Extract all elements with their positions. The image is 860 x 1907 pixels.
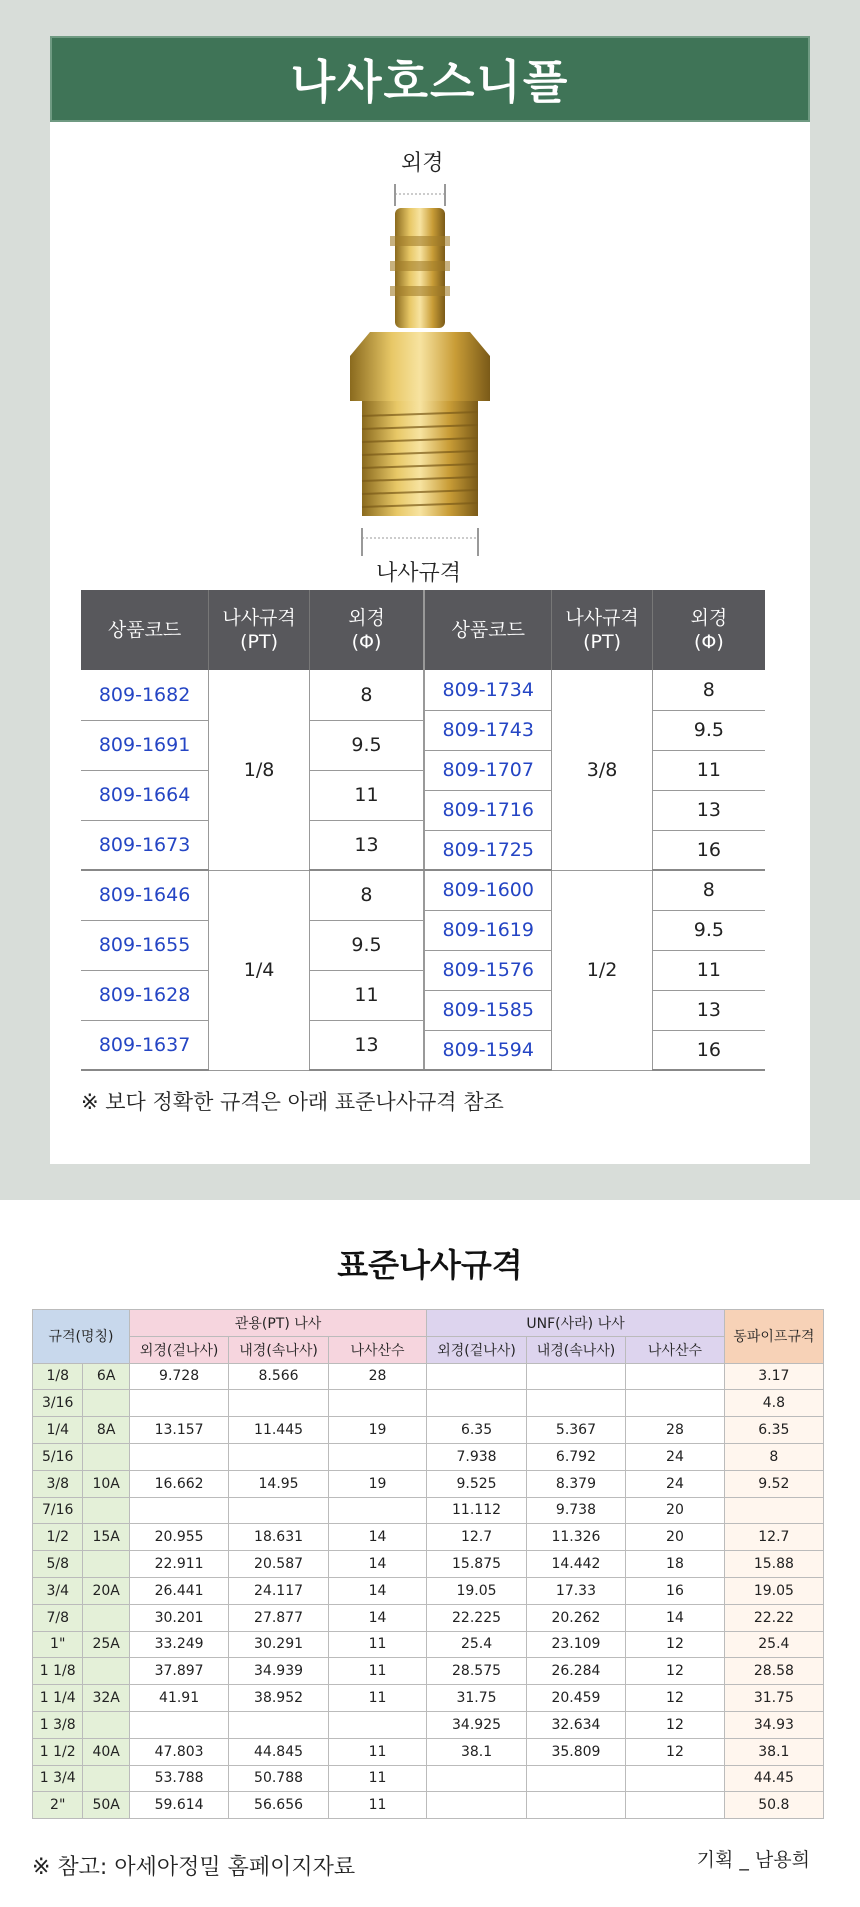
spec-value: 22.225 [427, 1604, 526, 1631]
spec-value: 18 [626, 1551, 725, 1578]
spec-value: 34.925 [427, 1711, 526, 1738]
product-code[interactable]: 809-1619 [424, 910, 552, 950]
header-thread: 나사규격 (PT) [552, 590, 652, 670]
credit-note: 기획 _ 남용희 [696, 1849, 810, 1871]
thread-nominal: 8A [83, 1417, 129, 1444]
product-table-left [81, 590, 423, 1071]
thread-size: 1/2 [33, 1524, 83, 1551]
product-code[interactable]: 809-1673 [81, 820, 209, 870]
spec-value [229, 1443, 328, 1470]
spec-value: 18.631 [229, 1524, 328, 1551]
spec-value: 30.201 [129, 1604, 228, 1631]
spec-value [129, 1711, 228, 1738]
standard-row [33, 1524, 824, 1551]
product-card [50, 36, 810, 1164]
spec-value: 12 [626, 1631, 725, 1658]
product-code[interactable]: 809-1600 [424, 870, 552, 910]
thread-nominal: 40A [83, 1738, 129, 1765]
spec-value: 12 [626, 1685, 725, 1712]
thread-size: 2" [33, 1792, 83, 1819]
spec-value: 20.262 [526, 1604, 625, 1631]
spec-value: 19.05 [724, 1577, 823, 1604]
spec-value: 59.614 [129, 1792, 228, 1819]
product-code[interactable]: 809-1585 [424, 990, 552, 1030]
thread-size: 7/16 [33, 1497, 83, 1524]
spec-value [526, 1390, 625, 1417]
spec-value: 16 [626, 1577, 725, 1604]
thread-size: 1 1/8 [33, 1658, 83, 1685]
outer-diameter: 9.5 [652, 910, 765, 950]
standard-row [33, 1792, 824, 1819]
header-code: 상품코드 [81, 590, 209, 670]
product-code[interactable]: 809-1734 [424, 670, 552, 710]
spec-value: 19 [328, 1470, 427, 1497]
standard-row [33, 1711, 824, 1738]
spec-value [328, 1711, 427, 1738]
standard-row [33, 1470, 824, 1497]
thread-nominal: 20A [83, 1577, 129, 1604]
product-code[interactable]: 809-1646 [81, 870, 209, 920]
spec-value: 14.442 [526, 1551, 625, 1578]
spec-value [229, 1711, 328, 1738]
header-pt-id: 내경(속나사) [229, 1336, 328, 1363]
thread-nominal: 32A [83, 1685, 129, 1712]
spec-value: 16.662 [129, 1470, 228, 1497]
spec-value: 20.587 [229, 1551, 328, 1578]
header-pt-od: 외경(겉나사) [129, 1336, 228, 1363]
spec-value [626, 1363, 725, 1390]
spec-value: 22.911 [129, 1551, 228, 1578]
outer-diameter-label: 외경 [401, 151, 444, 176]
thread-size: 5/16 [33, 1443, 83, 1470]
spec-value: 44.845 [229, 1738, 328, 1765]
product-diagram [50, 146, 810, 586]
outer-diameter: 9.5 [309, 720, 423, 770]
product-code[interactable]: 809-1743 [424, 710, 552, 750]
thread-nominal [83, 1551, 129, 1578]
spec-value [724, 1497, 823, 1524]
spec-value: 11 [328, 1631, 427, 1658]
header-unf-count: 나사산수 [626, 1336, 725, 1363]
header-thread: 나사규격 (PT) [209, 590, 310, 670]
standard-row [33, 1443, 824, 1470]
thread-size: 7/8 [33, 1604, 83, 1631]
standard-row [33, 1363, 824, 1390]
product-table [81, 590, 765, 1070]
spec-value: 4.8 [724, 1390, 823, 1417]
thread-size: 1 3/4 [33, 1765, 83, 1792]
thread-spec-label: 나사규격 [376, 561, 462, 586]
spec-value: 33.249 [129, 1631, 228, 1658]
spec-value: 26.441 [129, 1577, 228, 1604]
spec-value: 34.93 [724, 1711, 823, 1738]
thread-nominal [83, 1604, 129, 1631]
standard-row [33, 1497, 824, 1524]
product-code[interactable]: 809-1691 [81, 720, 209, 770]
product-row [81, 670, 423, 720]
spec-value: 3.17 [724, 1363, 823, 1390]
spec-value: 15.88 [724, 1551, 823, 1578]
header-code: 상품코드 [424, 590, 552, 670]
product-code[interactable]: 809-1576 [424, 950, 552, 990]
spec-value: 56.656 [229, 1792, 328, 1819]
source-note: ※ 참고: 아세아정밀 홈페이지자료 [32, 1855, 356, 1880]
spec-value [129, 1497, 228, 1524]
thread-nominal [83, 1711, 129, 1738]
spec-value: 11 [328, 1685, 427, 1712]
thread-size: 1 1/2 [33, 1738, 83, 1765]
standard-thread-table [32, 1309, 824, 1819]
spec-value [129, 1443, 228, 1470]
thread-nominal [83, 1443, 129, 1470]
spec-value: 7.938 [427, 1443, 526, 1470]
outer-diameter: 13 [652, 790, 765, 830]
page-title: 나사호스니플 [290, 55, 570, 109]
thread-spec: 1/4 [209, 870, 310, 1070]
outer-diameter: 13 [652, 990, 765, 1030]
spec-value: 9.525 [427, 1470, 526, 1497]
spec-value: 11.112 [427, 1497, 526, 1524]
thread-size: 1 3/8 [33, 1711, 83, 1738]
header-cu: 동파이프규격 [724, 1310, 823, 1364]
outer-diameter: 16 [652, 1030, 765, 1070]
spec-value: 28.575 [427, 1658, 526, 1685]
spec-value: 8.566 [229, 1363, 328, 1390]
product-code[interactable]: 809-1637 [81, 1020, 209, 1070]
product-code[interactable]: 809-1594 [424, 1030, 552, 1070]
spec-value: 9.52 [724, 1470, 823, 1497]
spec-value: 50.8 [724, 1792, 823, 1819]
spec-value: 38.952 [229, 1685, 328, 1712]
title-bar [50, 36, 810, 122]
outer-diameter: 9.5 [309, 920, 423, 970]
outer-diameter: 8 [309, 670, 423, 720]
standard-row [33, 1604, 824, 1631]
spec-value: 37.897 [129, 1658, 228, 1685]
spec-value: 38.1 [724, 1738, 823, 1765]
thread-size: 1/8 [33, 1363, 83, 1390]
thread-size: 3/8 [33, 1470, 83, 1497]
product-code[interactable]: 809-1664 [81, 770, 209, 820]
thread-nominal: 25A [83, 1631, 129, 1658]
spec-value: 11.445 [229, 1417, 328, 1444]
spec-value: 20 [626, 1497, 725, 1524]
spec-value [526, 1765, 625, 1792]
outer-diameter: 13 [309, 820, 423, 870]
thread-size: 3/4 [33, 1577, 83, 1604]
standard-row [33, 1765, 824, 1792]
spec-value: 9.728 [129, 1363, 228, 1390]
spec-value [328, 1497, 427, 1524]
spec-value: 30.291 [229, 1631, 328, 1658]
spec-value: 6.35 [724, 1417, 823, 1444]
spec-value: 28 [328, 1363, 427, 1390]
thread-size: 1 1/4 [33, 1685, 83, 1712]
spec-value: 24 [626, 1443, 725, 1470]
thread-spec: 3/8 [552, 670, 652, 870]
spec-value: 27.877 [229, 1604, 328, 1631]
spec-value [526, 1792, 625, 1819]
thread-spec: 1/8 [209, 670, 310, 870]
header-unf-od: 외경(겉나사) [427, 1336, 526, 1363]
thread-nominal: 10A [83, 1470, 129, 1497]
outer-diameter: 16 [652, 830, 765, 870]
spec-value: 41.91 [129, 1685, 228, 1712]
spec-value [129, 1390, 228, 1417]
standard-row [33, 1685, 824, 1712]
spec-value: 22.22 [724, 1604, 823, 1631]
spec-value: 23.109 [526, 1631, 625, 1658]
standard-row [33, 1658, 824, 1685]
thread-nominal: 15A [83, 1524, 129, 1551]
spec-value: 12.7 [724, 1524, 823, 1551]
product-code[interactable]: 809-1725 [424, 830, 552, 870]
spec-value: 24.117 [229, 1577, 328, 1604]
product-code[interactable]: 809-1655 [81, 920, 209, 970]
spec-value: 28.58 [724, 1658, 823, 1685]
spec-value [229, 1497, 328, 1524]
standard-row [33, 1631, 824, 1658]
standard-row [33, 1738, 824, 1765]
thread-nominal [83, 1390, 129, 1417]
spec-value: 19 [328, 1417, 427, 1444]
spec-value: 14.95 [229, 1470, 328, 1497]
spec-value: 11 [328, 1658, 427, 1685]
spec-value: 50.788 [229, 1765, 328, 1792]
spec-value: 35.809 [526, 1738, 625, 1765]
spec-value: 11 [328, 1792, 427, 1819]
spec-value: 12.7 [427, 1524, 526, 1551]
spec-value [427, 1390, 526, 1417]
header-unf-id: 내경(속나사) [526, 1336, 625, 1363]
spec-value [427, 1765, 526, 1792]
outer-diameter: 11 [652, 950, 765, 990]
spec-value [626, 1765, 725, 1792]
header-outer: 외경 (Φ) [652, 590, 765, 670]
spec-value: 13.157 [129, 1417, 228, 1444]
product-row [424, 670, 765, 710]
spec-value [427, 1792, 526, 1819]
spec-value: 17.33 [526, 1577, 625, 1604]
standard-row [33, 1577, 824, 1604]
spec-value: 25.4 [427, 1631, 526, 1658]
thread-size: 1/4 [33, 1417, 83, 1444]
spec-value [626, 1390, 725, 1417]
spec-value: 32.634 [526, 1711, 625, 1738]
outer-diameter: 11 [652, 750, 765, 790]
thread-nominal: 6A [83, 1363, 129, 1390]
outer-diameter: 11 [309, 970, 423, 1020]
thread-size: 3/16 [33, 1390, 83, 1417]
spec-value: 14 [328, 1577, 427, 1604]
thread-nominal [83, 1765, 129, 1792]
spec-value: 19.05 [427, 1577, 526, 1604]
spec-value: 34.939 [229, 1658, 328, 1685]
spec-value: 20.459 [526, 1685, 625, 1712]
standard-row [33, 1551, 824, 1578]
spec-value [328, 1390, 427, 1417]
spec-value: 31.75 [427, 1685, 526, 1712]
spec-value: 47.803 [129, 1738, 228, 1765]
outer-diameter: 8 [652, 870, 765, 910]
spec-value: 20.955 [129, 1524, 228, 1551]
spec-value: 12 [626, 1738, 725, 1765]
spec-value: 14 [328, 1524, 427, 1551]
spec-value: 14 [328, 1551, 427, 1578]
spec-value: 6.35 [427, 1417, 526, 1444]
header-unf: UNF(사라) 나사 [427, 1310, 724, 1337]
product-code[interactable]: 809-1628 [81, 970, 209, 1020]
spec-value: 14 [328, 1604, 427, 1631]
spec-value: 9.738 [526, 1497, 625, 1524]
spec-value: 20 [626, 1524, 725, 1551]
outer-diameter: 13 [309, 1020, 423, 1070]
spec-value: 26.284 [526, 1658, 625, 1685]
spec-value: 8 [724, 1443, 823, 1470]
header-spec: 규격(명칭) [33, 1310, 130, 1364]
header-pt: 관용(PT) 나사 [129, 1310, 426, 1337]
spec-value: 31.75 [724, 1685, 823, 1712]
standard-row [33, 1417, 824, 1444]
spec-value [526, 1363, 625, 1390]
product-code[interactable]: 809-1707 [424, 750, 552, 790]
product-code[interactable]: 809-1716 [424, 790, 552, 830]
spec-value [626, 1792, 725, 1819]
product-row [424, 870, 765, 910]
product-code[interactable]: 809-1682 [81, 670, 209, 720]
spec-value: 25.4 [724, 1631, 823, 1658]
spec-value: 11 [328, 1738, 427, 1765]
thread-size: 5/8 [33, 1551, 83, 1578]
thread-nominal [83, 1497, 129, 1524]
thread-nominal: 50A [83, 1792, 129, 1819]
outer-diameter: 11 [309, 770, 423, 820]
spec-value: 11.326 [526, 1524, 625, 1551]
spec-value: 6.792 [526, 1443, 625, 1470]
outer-diameter: 8 [309, 870, 423, 920]
spec-value: 53.788 [129, 1765, 228, 1792]
spec-value: 28 [626, 1417, 725, 1444]
outer-diameter: 9.5 [652, 710, 765, 750]
header-outer: 외경 (Φ) [309, 590, 423, 670]
spec-value: 12 [626, 1711, 725, 1738]
spec-value: 8.379 [526, 1470, 625, 1497]
product-table-right [423, 590, 765, 1071]
header-pt-count: 나사산수 [328, 1336, 427, 1363]
standard-title: 표준나사규격 [337, 1246, 523, 1284]
spec-value: 12 [626, 1658, 725, 1685]
thread-size: 1" [33, 1631, 83, 1658]
outer-diameter: 8 [652, 670, 765, 710]
spec-note: ※ 보다 정확한 규격은 아래 표준나사규격 참조 [81, 1090, 504, 1114]
thread-nominal [83, 1658, 129, 1685]
hose-nipple-image [50, 146, 810, 586]
spec-value [427, 1363, 526, 1390]
product-row [81, 870, 423, 920]
spec-value: 15.875 [427, 1551, 526, 1578]
standard-row [33, 1390, 824, 1417]
spec-value: 38.1 [427, 1738, 526, 1765]
spec-value: 11 [328, 1765, 427, 1792]
spec-value [229, 1390, 328, 1417]
spec-value: 24 [626, 1470, 725, 1497]
spec-value [328, 1443, 427, 1470]
spec-value: 5.367 [526, 1417, 625, 1444]
spec-value: 14 [626, 1604, 725, 1631]
spec-value: 44.45 [724, 1765, 823, 1792]
thread-spec: 1/2 [552, 870, 652, 1070]
